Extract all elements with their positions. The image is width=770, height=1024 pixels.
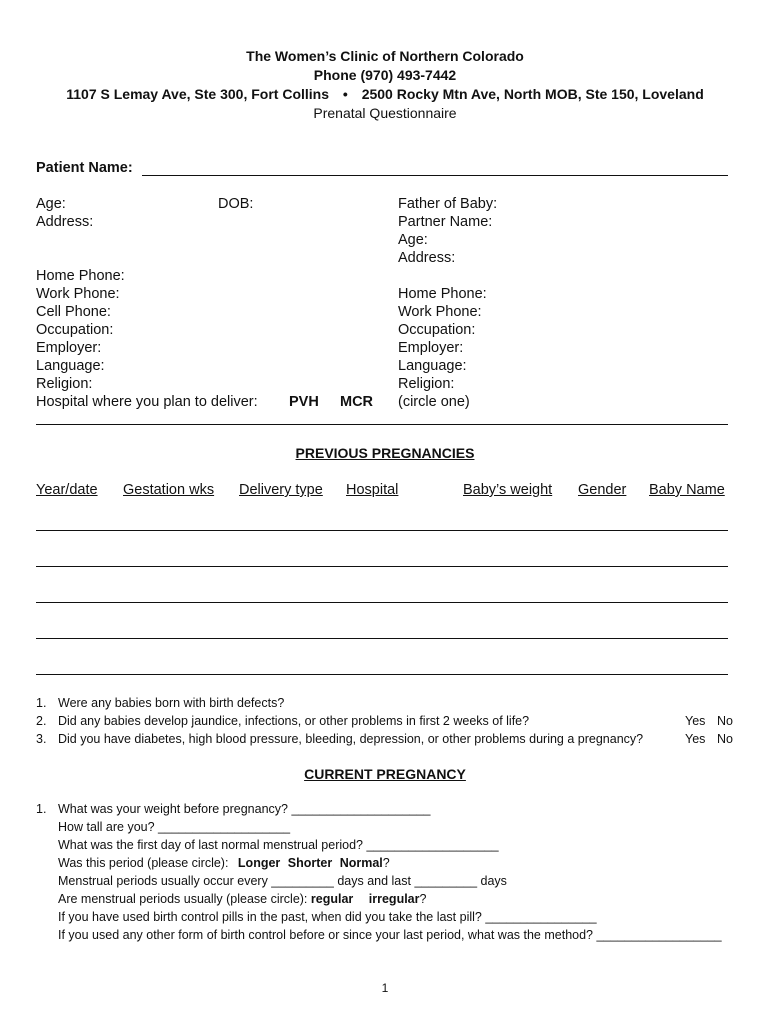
current-pregnancy-heading: CURRENT PREGNANCY [304,766,466,782]
occupation-label: Occupation: [36,322,114,338]
address-loveland: 2500 Rocky Mtn Ave, North MOB, Ste 150, Loveland [361,86,704,102]
previous-question-1: 1. Were any babies born with birth defects? [36,696,285,710]
other-birth-control-question: If you used any other form of birth control before or since your last period, what was the method? __________________ [58,928,722,942]
form-title: Prenatal Questionnaire [313,105,457,121]
col-delivery-type: Delivery type [239,482,323,498]
father-address-label: Address: [398,250,456,266]
father-religion-label: Religion: [398,376,455,392]
q2-no-option[interactable]: No [717,714,733,728]
cell-phone-label: Cell Phone: [36,304,111,320]
q3-no-option[interactable]: No [717,732,733,746]
partner-name-label: Partner Name: [398,214,493,230]
father-info-column [398,195,497,411]
col-year-date: Year/date [36,482,98,498]
col-gestation-wks: Gestation wks [123,482,215,498]
patient-name-label: Patient Name: [36,160,133,176]
clinic-name: The Women’s Clinic of Northern Colorado [246,48,524,64]
dob-label: DOB: [218,196,254,212]
patient-name-field[interactable] [142,175,728,176]
pregnancy-row-line[interactable] [36,530,728,531]
patient-info-column [36,195,258,411]
lmp-question: What was the first day of last normal menstrual period? ___________________ [58,838,499,852]
circle-one-note: (circle one) [398,394,470,410]
clinic-addresses [0,86,770,102]
q3-yes-option[interactable]: Yes [685,732,706,746]
address-label: Address: [36,214,94,230]
col-babys-weight: Baby’s weight [463,482,553,498]
father-home-phone-label: Home Phone: [398,286,487,302]
option-irregular[interactable]: irregular [368,892,420,906]
current-question-number: 1. [36,802,47,816]
height-question: How tall are you? ___________________ [58,820,291,834]
col-hospital: Hospital [346,482,399,498]
home-phone-label: Home Phone: [36,268,125,284]
option-shorter[interactable]: Shorter [287,856,333,870]
period-type-question: Was this period (please circle): Longer Shorter Normal? [58,856,390,870]
father-occupation-label: Occupation: [398,322,476,338]
hospital-label: Hospital where you plan to deliver: [36,394,258,410]
cycle-question: Menstrual periods usually occur every _________ days and last _________ days [58,874,507,888]
birth-control-pills-question: If you have used birth control pills in the past, when did you take the last pill? ________________ [58,910,597,924]
option-longer[interactable]: Longer [237,856,281,870]
pregnancy-row-line[interactable] [36,674,728,675]
age-label: Age: [36,196,66,212]
work-phone-label: Work Phone: [36,286,120,302]
father-age-label: Age: [398,232,428,248]
section-divider [36,424,728,425]
employer-label: Employer: [36,340,102,356]
q2-yes-option[interactable]: Yes [685,714,706,728]
address-fort-collins: 1107 S Lemay Ave, Ste 300, Fort Collins [66,86,329,102]
hospital-option-pvh[interactable]: PVH [289,394,319,410]
previous-pregnancies-heading: PREVIOUS PREGNANCIES [295,445,475,461]
father-language-label: Language: [398,358,467,374]
col-baby-name: Baby Name [649,482,725,498]
religion-label: Religion: [36,376,93,392]
weight-question: What was your weight before pregnancy? ____________________ [58,802,431,816]
father-of-baby-label: Father of Baby: [398,196,498,212]
pregnancy-row-line[interactable] [36,602,728,603]
current-question-block [58,800,722,944]
pregnancy-row-line[interactable] [36,566,728,567]
previous-question-3: 3. Did you have diabetes, high blood pressure, bleeding, depression, or other problems during a pregnancy? [36,732,644,746]
previous-question-2: 2. Did any babies develop jaundice, infections, or other problems in first 2 weeks of life? [36,714,530,728]
father-work-phone-label: Work Phone: [398,304,482,320]
col-gender: Gender [578,482,627,498]
clinic-phone: Phone (970) 493-7442 [313,67,457,83]
father-employer-label: Employer: [398,340,464,356]
hospital-option-mcr[interactable]: MCR [340,394,374,410]
option-normal[interactable]: Normal [339,856,383,870]
page-number: 1 [381,981,389,995]
regularity-question: Are menstrual periods usually (please circle): regular irregular? [58,892,427,906]
option-regular[interactable]: regular [310,892,354,906]
address-separator: • [342,86,348,102]
pregnancy-row-line[interactable] [36,638,728,639]
language-label: Language: [36,358,105,374]
